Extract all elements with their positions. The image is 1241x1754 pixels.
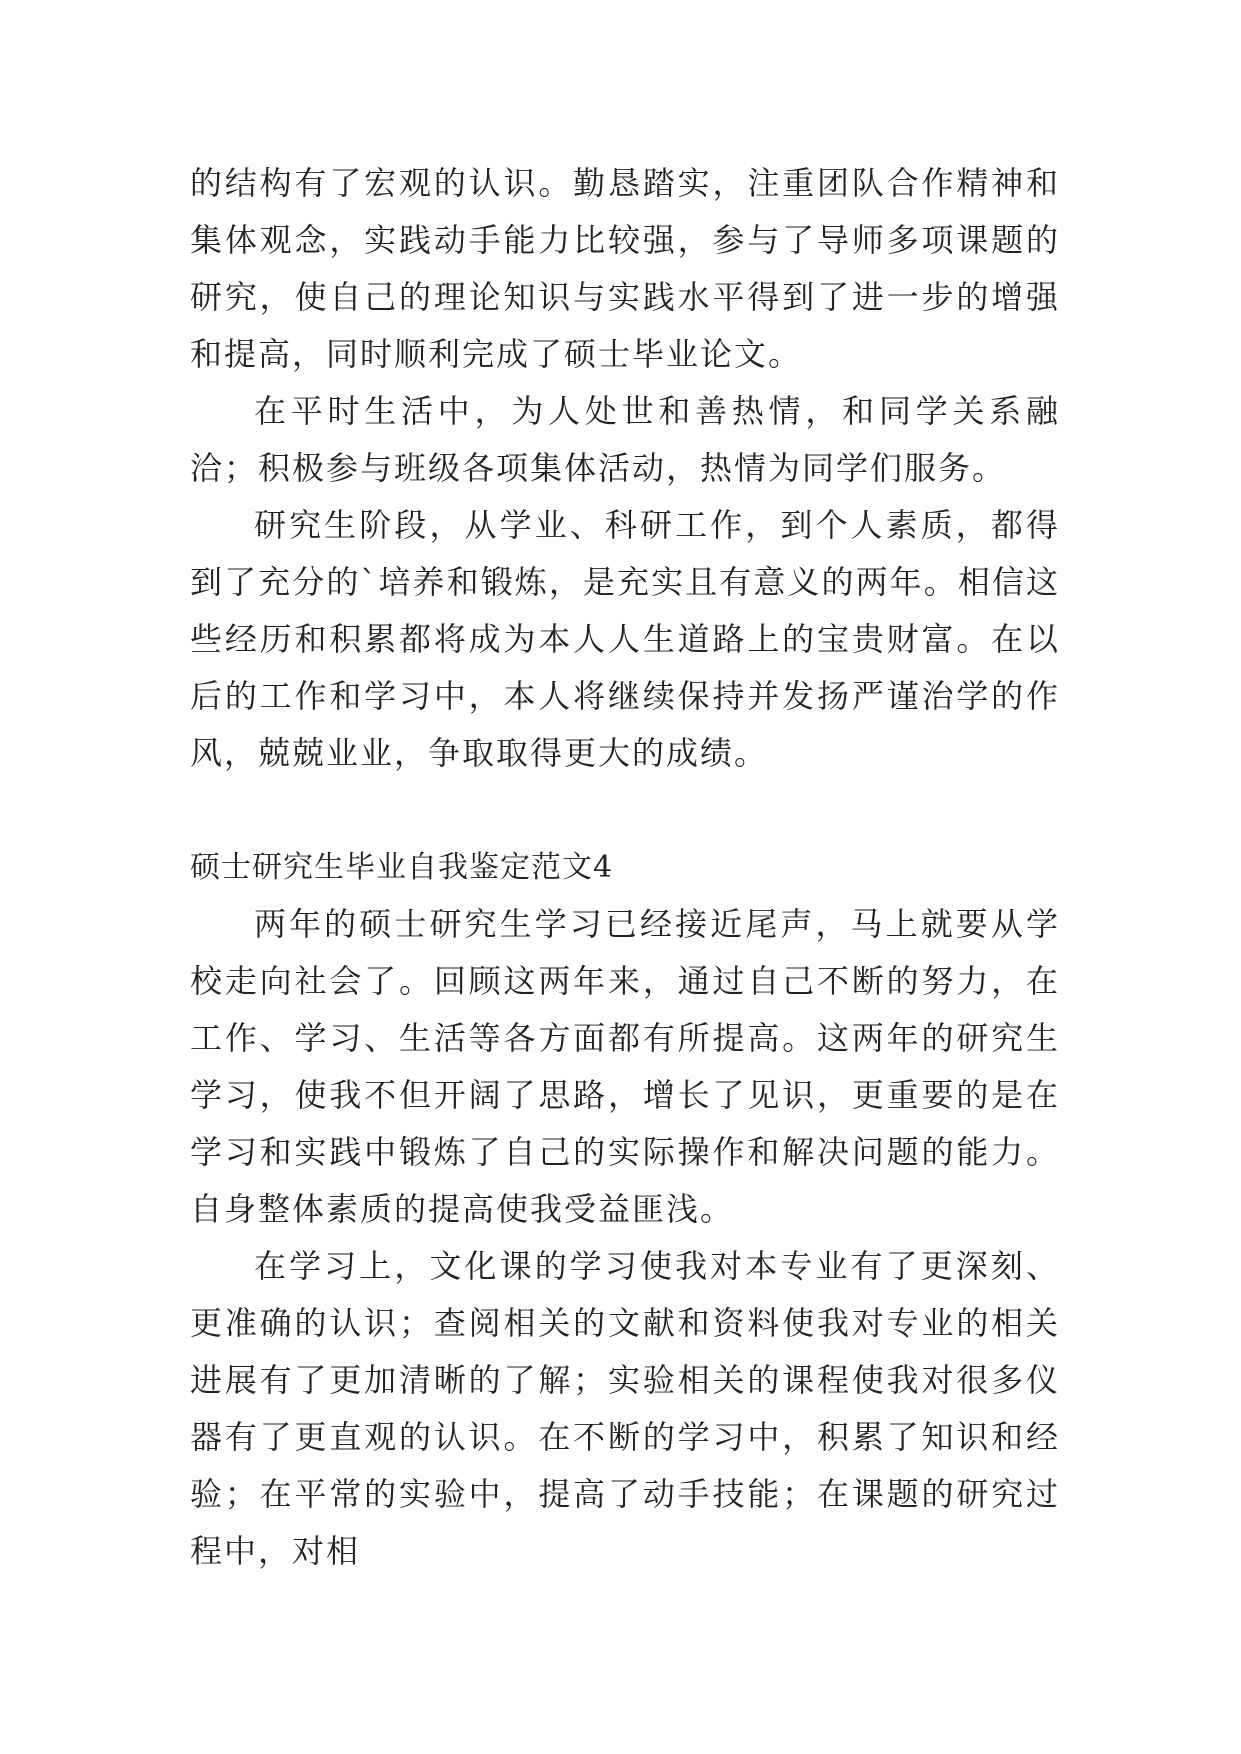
paragraph-intro: 两年的硕士研究生学习已经接近尾声，马上就要从学校走向社会了。回顾这两年来，通过自己不断的努力，在工作、学习、生活等各方面都有所提高。这两年的研究生学习，使我不但开阔了思路，增长了见识，更重要的是在学习和实践中锻炼了自己的实际操作和解决问题的能力。自身整体素质的提高使我受益匪浅。 xyxy=(190,905,1060,1228)
section-heading: 硕士研究生毕业自我鉴定范文4 xyxy=(190,850,614,885)
paragraph-summary: 研究生阶段，从学业、科研工作，到个人素质，都得到了充分的`培养和锻炼，是充实且有意义的两年。相信这些经历和积累都将成为本人人生道路上的宝贵财富。在以后的工作和学习中，本人将继续保持并发扬严谨治学的作风，兢兢业业，争取取得更大的成绩。 xyxy=(190,506,1060,772)
document-body xyxy=(190,155,1060,1580)
paragraph-study: 在学习上，文化课的学习使我对本专业有了更深刻、更准确的认识；查阅相关的文献和资料使我对专业的相关进展有了更加清晰的了解；实验相关的课程使我对很多仪器有了更直观的认识。在不断的学习中，积累了知识和经验；在平常的实验中，提高了动手技能；在课题的研究过程中，对相 xyxy=(190,1247,1060,1570)
paragraph-continuation: 的结构有了宏观的认识。勤恳踏实，注重团队合作精神和集体观念，实践动手能力比较强，参与了导师多项课题的研究，使自己的理论知识与实践水平得到了进一步的增强和提高，同时顺利完成了硕士毕业论文。 xyxy=(190,164,1060,373)
paragraph-daily-life: 在平时生活中，为人处世和善热情，和同学关系融洽；积极参与班级各项集体活动，热情为同学们服务。 xyxy=(190,392,1060,487)
